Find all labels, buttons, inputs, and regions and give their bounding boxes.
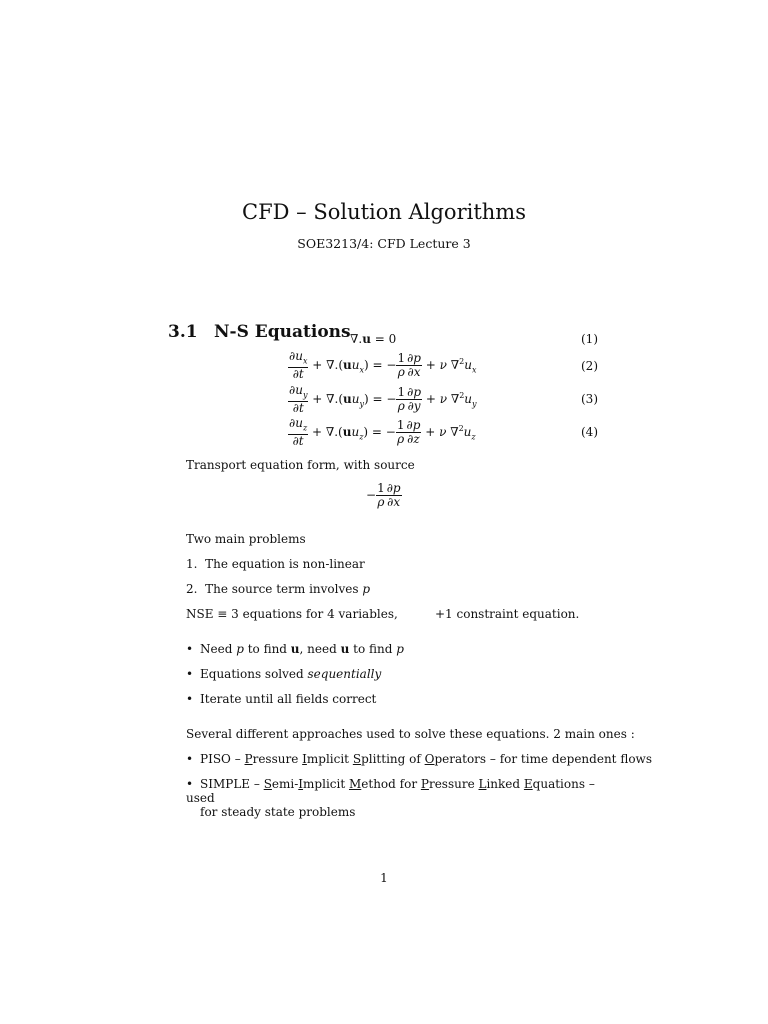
equation-2: $\frac{\partial u_x}{\partial t}$ + $\nabla.(uu_x)$ = − $\frac{1}{\rho}$ $\frac{\partial p}{\partial x}$ + ν $\nabla^2u_x$ [289,349,477,382]
equation-4: $\frac{\partial u_z}{\partial t}$ + $\nabla.(uu_z)$ = − $\frac{1}{\rho}$ $\frac{\partial p}{\partial z}$ + ν $\nabla^2u_z$ [289,416,476,449]
page-title: CFD – Solution Algorithms [242,200,526,224]
bullet-icon: • [186,752,194,766]
list-marker: 1. [186,557,198,571]
list-item [186,557,365,571]
transport-text: Transport equation form, with source [186,458,415,472]
list-item-text: Equations solved sequentially [200,667,382,681]
list-item [186,667,381,681]
list-item [186,752,652,766]
source-term-equation: − $\frac{1}{\rho}$ $\frac{\partial p}{\partial x}$ [366,481,401,509]
two-problems-heading: Two main problems [186,532,306,546]
approaches-text: Several different approaches used to solve these equations. 2 main ones : [186,727,635,741]
equation-number-3: (3) [581,392,598,406]
list-item [186,777,600,819]
list-item-text: The equation is non-linear [205,557,365,571]
nse-statement: NSE ≡ 3 equations for 4 variables, [186,607,398,621]
page-number: 1 [380,871,388,885]
section-title: N-S Equations [214,322,351,342]
list-marker: 2. [186,582,198,596]
list-item-text: The source term involves p [205,582,371,596]
equation-number-1: (1) [581,332,598,346]
equation-1: ∇.u = 0 [350,332,397,346]
equation-number-2: (2) [581,359,598,373]
list-item [186,582,370,596]
section-heading [168,322,351,342]
bullet-icon: • [186,642,194,656]
section-number: 3.1 [168,322,198,342]
page-subtitle: SOE3213/4: CFD Lecture 3 [297,236,471,251]
equation-3: $\frac{\partial u_y}{\partial t}$ + $\nabla.(uu_y)$ = − $\frac{1}{\rho}$ $\frac{\partial p}{\partial y}$ + ν $\nabla^2u_y$ [289,383,477,416]
bullet-icon: • [186,777,194,791]
nse-constraint: +1 constraint equation. [435,607,580,621]
list-item-text: SIMPLE – Semi-Implicit Method for Pressure Linked Equations – used for steady state problems [186,777,595,819]
bullet-icon: • [186,667,194,681]
list-item [186,642,404,656]
equation-number-4: (4) [581,425,598,439]
bullet-icon: • [186,692,194,706]
list-item-text: PISO – Pressure Implicit Splitting of Operators – for time dependent flows [200,752,652,766]
list-item-text: Iterate until all fields correct [200,692,377,706]
list-item [186,692,376,706]
list-item-text: Need p to find u, need u to find p [200,642,404,656]
